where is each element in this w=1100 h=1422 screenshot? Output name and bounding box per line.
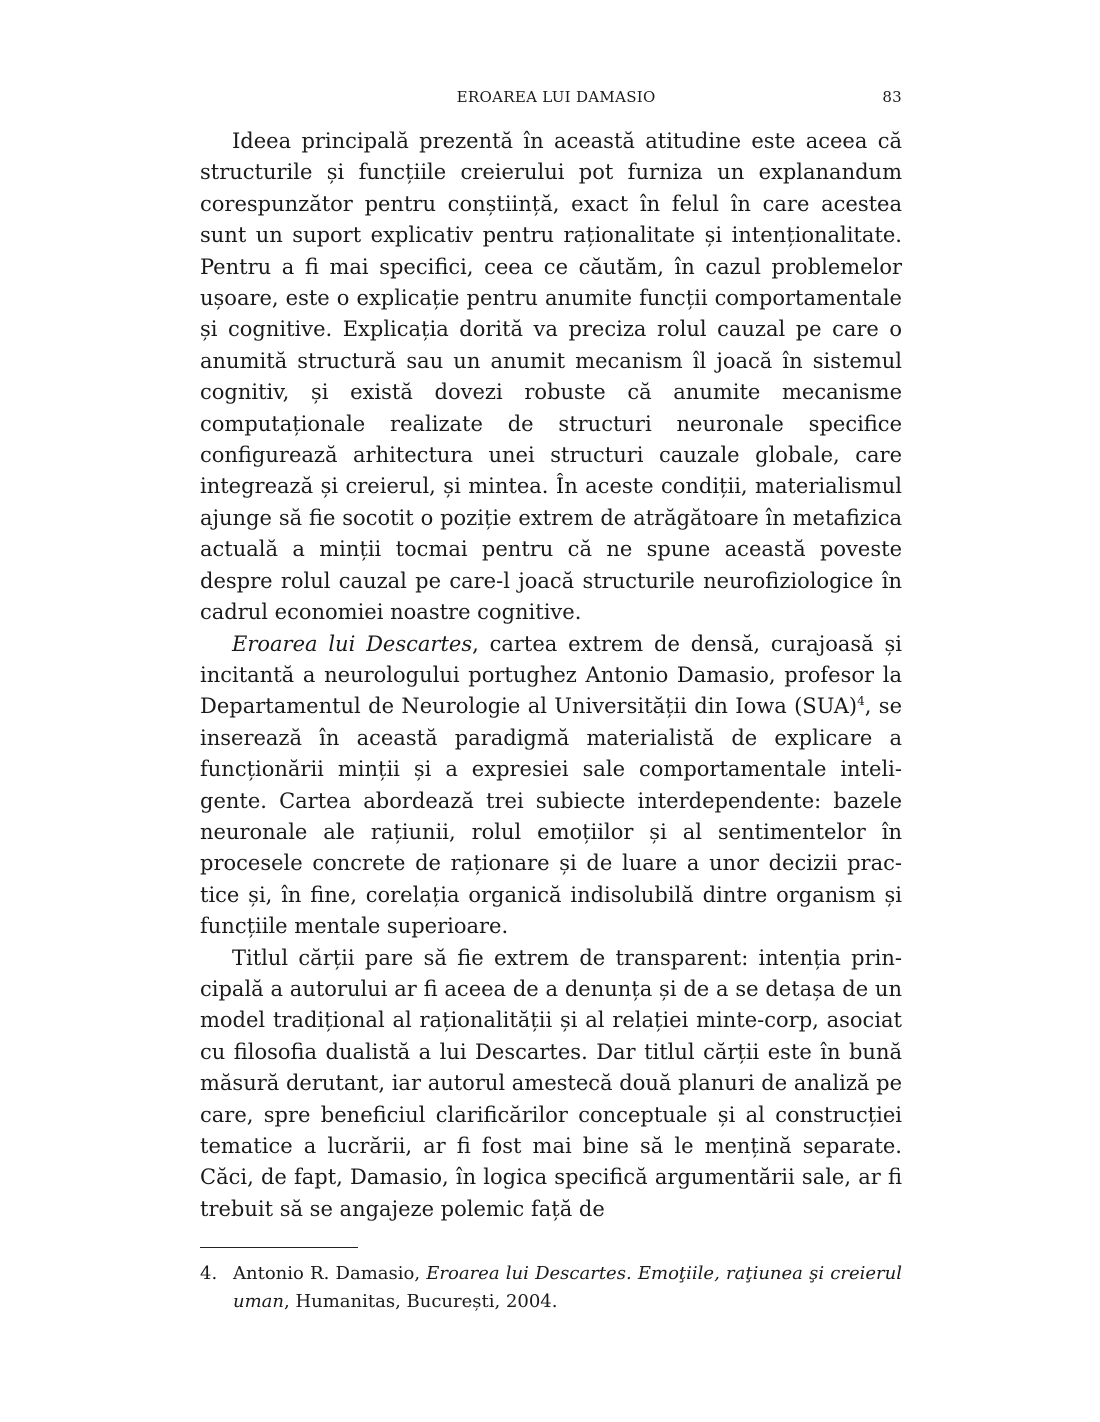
running-title: EROAREA LUI DAMASIO [456, 88, 656, 106]
page-number: 83 [882, 88, 902, 106]
body-text [200, 126, 902, 1225]
running-header [200, 88, 902, 112]
paragraph-2-text-b: , se inserează în această paradigmă materialistă de explicare a funcționării minții și a expresiei sale comportamentale inteligente. Cartea abordează trei subiecte interdependente: bazele neuronale ale rațiunii, rolul emoțiilor și al sentimentelor în procesele concrete de raționare și de luare a unor decizii practice și, în fine, corelația organică indisolubilă dintre organism și funcțiile mentale superioare. [200, 694, 902, 939]
book-title-italic: Eroarea lui Descartes [232, 631, 473, 656]
paragraph-1-text: Ideea principală prezentă în această atitudine este aceea că structurile și funcțiile creierului pot furniza un explanandum corespunzător pentru conștiință, exact în felul în care acestea sunt un suport explicativ pentru raționalitate și intenționalitate. Pentru a fi mai specifici, ceea ce căutăm, în cazul problemelor ușoare, este o explicație pentru anumite funcții comportamentale și cognitive. Explicația dorită va preciza rolul cauzal pe care o anumită structură sau un anumit mecanism îl joacă în sistemul cognitiv, și există dovezi robuste că anumite mecanisme computaționale realizate de structuri neuronale specifice configurează arhitectura unei structuri cauzale globale, care integrează și creierul, și mintea. În aceste condiții, materialismul ajunge să fie socotit o poziție extrem de atrăgătoare în metafizica actuală a minții tocmai pentru că ne spune această poveste despre rolul cauzal pe care-l joacă structurile neurofiziologice în cadrul economiei noastre cognitive. [200, 129, 902, 625]
footnote-number: 4. [200, 1263, 218, 1285]
book-page [200, 88, 902, 1316]
paragraph-2 [200, 629, 902, 943]
footnote-body [233, 1260, 902, 1316]
footnote-title: Eroarea lui Descartes. Emoţiile, raţiunea şi creierul uman [233, 1263, 902, 1313]
paragraph-3-text: Titlul cărții pare să fie extrem de transparent: intenția principală a autorului ar fi aceea de a denunța și de a se detașa de un model tradițional al raționalității și al relației minte-corp, asociat cu filosofia dualistă a lui Descartes. Dar titlul cărții este în bună măsură derutant, iar autorul amestecă două planuri de analiză pe care, spre beneficiul clarificărilor conceptuale și al construcției tematice a lucrării, ar fi fost mai bine să le mențină separate. Căci, de fapt, Damasio, în logica specifică argumentării sale, ar fi trebuit să se angajeze polemic față de [200, 945, 902, 1221]
footnote-author: Antonio R. Damasio, [233, 1263, 427, 1285]
footnote [200, 1260, 902, 1316]
paragraph-2-text-a: , cartea extrem de densă, curajoasă și incitantă a neurologului portughez Antonio Damasio, profesor la Departamentul de Neurologie al Universității din Iowa (SUA) [200, 631, 902, 719]
paragraph-3 [200, 943, 902, 1226]
footnote-publisher: , Humanitas, București, 2004. [284, 1291, 558, 1313]
paragraph-1 [200, 126, 902, 629]
footnote-separator [200, 1247, 358, 1248]
footnote-reference: 4 [857, 694, 865, 709]
